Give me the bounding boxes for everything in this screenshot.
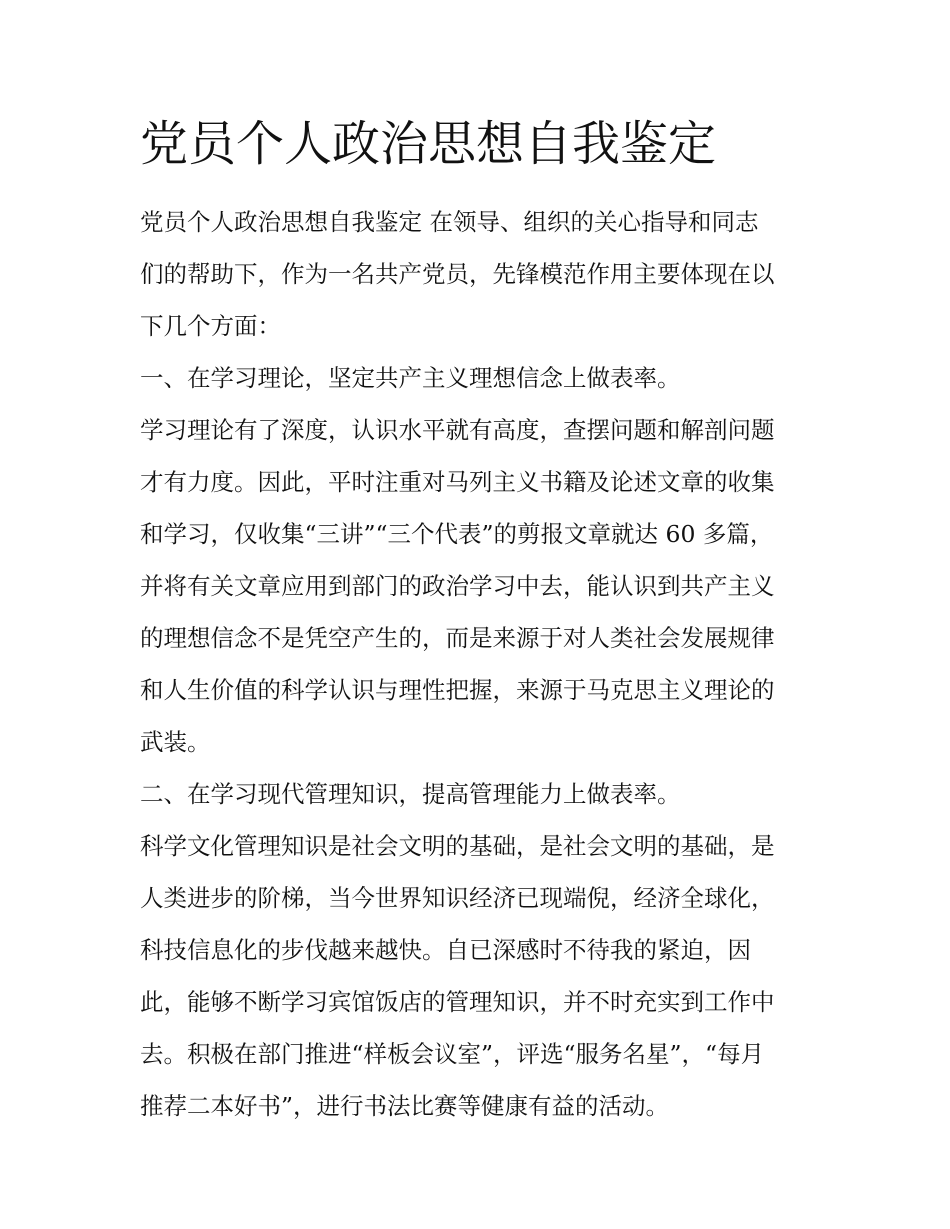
body-line: 的理想信念不是凭空产生的，而是来源于对人类社会发展规律 [140, 624, 775, 652]
body-line: 去。积极在部门推进“样板会议室”，评选“服务名星”，“每月 [140, 1040, 765, 1068]
section-heading-1: 一、在学习理论，坚定共产主义理想信念上做表率。 [140, 364, 681, 392]
body-line: 和学习，仅收集“三讲”“三个代表”的剪报文章就达 60 多篇， [140, 520, 774, 548]
body-line: 推荐二本好书”，进行书法比赛等健康有益的活动。 [140, 1092, 670, 1120]
section-heading-2: 二、在学习现代管理知识，提高管理能力上做表率。 [140, 780, 681, 808]
document-title: 党员个人政治思想自我鉴定 [140, 116, 717, 172]
body-line: 科学文化管理知识是社会文明的基础，是社会文明的基础，是 [140, 832, 775, 860]
body-line: 武装。 [140, 728, 211, 756]
body-line: 们的帮助下，作为一名共产党员，先锋模范作用主要体现在以 [140, 260, 775, 288]
body-line: 学习理论有了深度，认识水平就有高度，查摆问题和解剖问题 [140, 416, 775, 444]
body-line: 才有力度。因此，平时注重对马列主义书籍及论述文章的收集 [140, 468, 775, 496]
body-line: 人类进步的阶梯，当今世界知识经济已现端倪，经济全球化， [140, 884, 775, 912]
body-line: 和人生价值的科学认识与理性把握，来源于马克思主义理论的 [140, 676, 775, 704]
body-line: 并将有关文章应用到部门的政治学习中去，能认识到共产主义 [140, 572, 775, 600]
body-line: 此，能够不断学习宾馆饭店的管理知识，并不时充实到工作中 [140, 988, 775, 1016]
body-line: 党员个人政治思想自我鉴定 在领导、组织的关心指导和同志 [140, 208, 759, 236]
document-body [140, 196, 820, 1132]
body-line: 下几个方面： [140, 312, 281, 340]
body-line: 科技信息化的步伐越来越快。自已深感时不待我的紧迫，因 [140, 936, 751, 964]
